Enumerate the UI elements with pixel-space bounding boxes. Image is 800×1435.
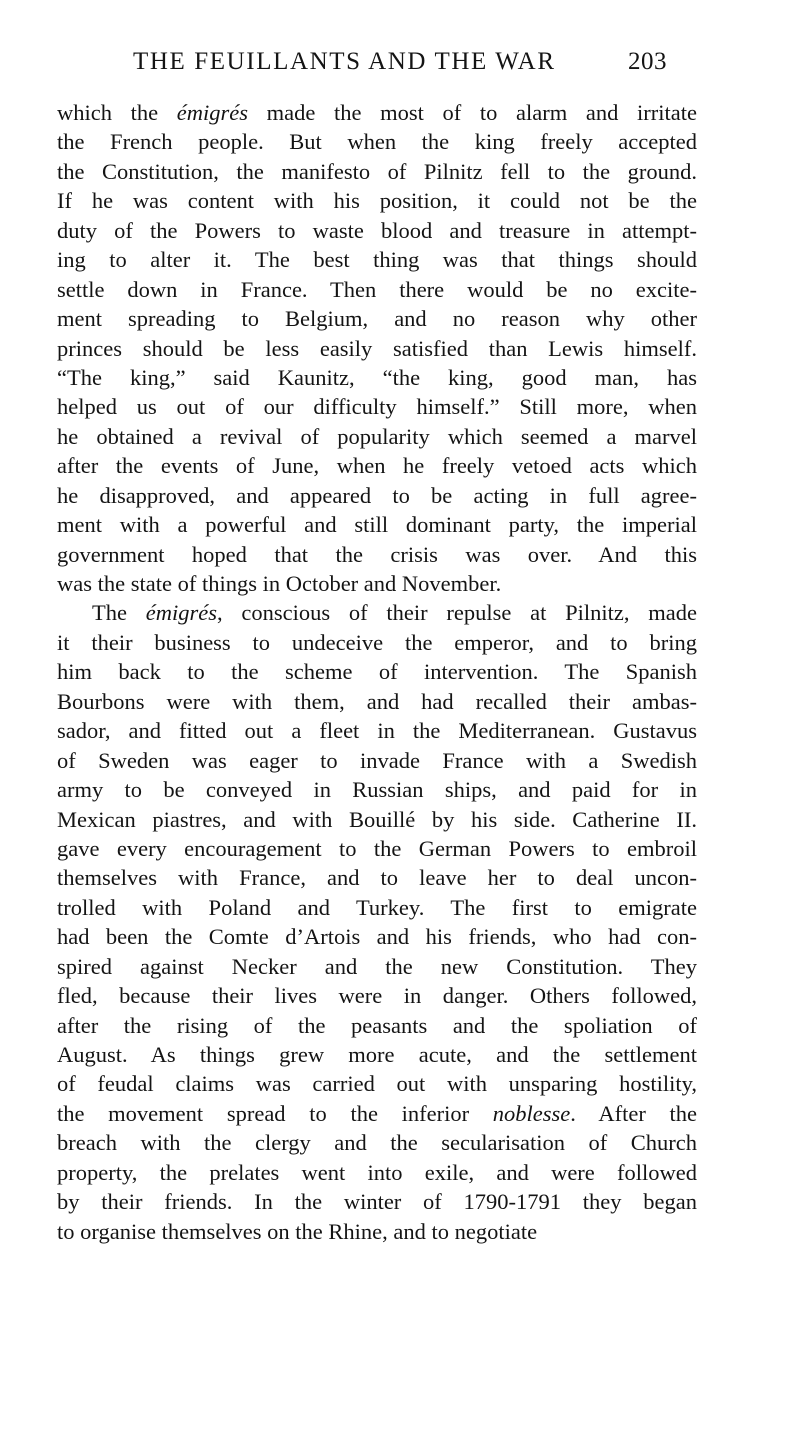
text-line	[57, 746, 697, 775]
text-line	[57, 775, 697, 804]
text-run: themselves with France, and to leave her to deal uncon-	[57, 865, 697, 891]
text-line	[57, 922, 697, 951]
text-line	[57, 481, 697, 510]
text-line	[57, 893, 697, 922]
text-line	[57, 451, 697, 480]
text-line	[57, 863, 697, 892]
paragraph	[57, 98, 697, 598]
text-line	[57, 1099, 697, 1128]
text-line	[57, 1040, 697, 1069]
text-line	[57, 392, 697, 421]
text-line	[57, 98, 697, 127]
text-run: he disapproved, and appeared to be acting in full agree-	[57, 482, 697, 508]
text-run: army to be conveyed in Russian ships, and paid for in	[57, 777, 697, 803]
text-run: by their friends. In the winter of 1790-1791 they began	[57, 1189, 697, 1215]
text-run: government hoped that the crisis was over. And this	[57, 541, 697, 567]
text-line	[57, 334, 697, 363]
text-run: him back to the scheme of intervention. The Spanish	[57, 659, 697, 685]
text-run: ment with a powerful and still dominant party, the imperial	[57, 512, 697, 538]
text-run: Mexican piastres, and with Bouillé by his side. Catherine II.	[57, 806, 697, 832]
text-line	[57, 657, 697, 686]
italic-phrase: émigrés	[176, 100, 248, 125]
text-line	[57, 687, 697, 716]
text-line	[57, 805, 697, 834]
running-title: THE FEUILLANTS AND THE WAR	[133, 48, 556, 75]
text-run: Bourbons were with them, and had recalled their ambas-	[57, 688, 697, 714]
text-run: the Constitution, the manifesto of Pilnitz fell to the ground.	[57, 158, 697, 184]
text-line	[57, 127, 697, 156]
text-line	[57, 157, 697, 186]
text-run: breach with the clergy and the secularisation of Church	[57, 1130, 697, 1156]
text-line	[57, 1011, 697, 1040]
text-line	[57, 540, 697, 569]
text-run: spired against Necker and the new Constitution. They	[57, 953, 697, 979]
text-run: fled, because their lives were in danger. Others followed,	[57, 983, 697, 1009]
text-run: The	[92, 600, 146, 626]
text-run: was the state of things in October and November.	[57, 571, 502, 596]
text-line	[57, 598, 697, 627]
text-run: which the	[57, 100, 177, 125]
text-line	[57, 304, 697, 333]
body-text	[57, 98, 697, 1246]
text-line	[57, 981, 697, 1010]
text-run: ing to alter it. The best thing was that things should	[57, 247, 697, 273]
text-run: after the events of June, when he freely vetoed acts which	[57, 453, 697, 479]
text-line	[57, 363, 697, 392]
text-run: it their business to undeceive the emperor, and to bring	[57, 629, 697, 655]
text-run: made the most of to alarm and irritate	[248, 100, 697, 125]
text-line	[57, 245, 697, 274]
text-run: of feudal claims was carried out with unsparing hostility,	[57, 1071, 697, 1097]
text-run: helped us out of our difficulty himself.” Still more, when	[57, 394, 697, 420]
italic-phrase: noblesse	[492, 1100, 571, 1126]
text-line	[57, 569, 697, 598]
text-run: princes should be less easily satisfied than Lewis himself.	[57, 335, 697, 361]
page-number: 203	[628, 48, 667, 75]
text-run: after the rising of the peasants and the spoliation of	[57, 1012, 697, 1038]
text-run: property, the prelates went into exile, and were followed	[57, 1159, 697, 1185]
text-line	[57, 186, 697, 215]
text-line	[57, 716, 697, 745]
text-line	[57, 1187, 697, 1216]
text-line	[57, 275, 697, 304]
text-line	[57, 1128, 697, 1157]
paragraph	[57, 598, 697, 1246]
text-run: duty of the Powers to waste blood and treasure in attempt-	[57, 217, 697, 243]
text-line	[57, 1158, 697, 1187]
text-line	[57, 1217, 697, 1246]
italic-phrase: émigrés	[145, 600, 217, 626]
text-line	[57, 628, 697, 657]
text-line	[57, 510, 697, 539]
text-line	[57, 216, 697, 245]
text-run: ment spreading to Belgium, and no reason why other	[57, 306, 697, 332]
text-run: . After the	[570, 1100, 697, 1126]
text-run: trolled with Poland and Turkey. The first to emigrate	[57, 894, 697, 920]
text-run: the French people. But when the king freely accepted	[57, 129, 697, 155]
running-head	[0, 44, 800, 80]
text-run: gave every encouragement to the German Powers to embroil	[57, 835, 697, 861]
text-run: of Sweden was eager to invade France with a Swedish	[57, 747, 697, 773]
text-run: the movement spread to the inferior	[57, 1100, 493, 1126]
text-run: he obtained a revival of popularity which seemed a marvel	[57, 423, 697, 449]
text-run: , conscious of their repulse at Pilnitz, made	[217, 600, 697, 626]
text-run: “The king,” said Kaunitz, “the king, good man, has	[57, 364, 697, 390]
text-run: settle down in France. Then there would be no excite-	[57, 276, 697, 302]
text-line	[57, 422, 697, 451]
text-run: August. As things grew more acute, and the settlement	[57, 1042, 697, 1067]
text-run: to organise themselves on the Rhine, and to negotiate	[57, 1218, 538, 1244]
text-run: had been the Comte d’Artois and his friends, who had con-	[57, 924, 697, 950]
text-line	[57, 1069, 697, 1098]
text-line	[57, 834, 697, 863]
text-line	[57, 952, 697, 981]
text-run: sador, and fitted out a fleet in the Mediterranean. Gustavus	[57, 718, 697, 744]
text-run: If he was content with his position, it could not be the	[57, 188, 697, 214]
